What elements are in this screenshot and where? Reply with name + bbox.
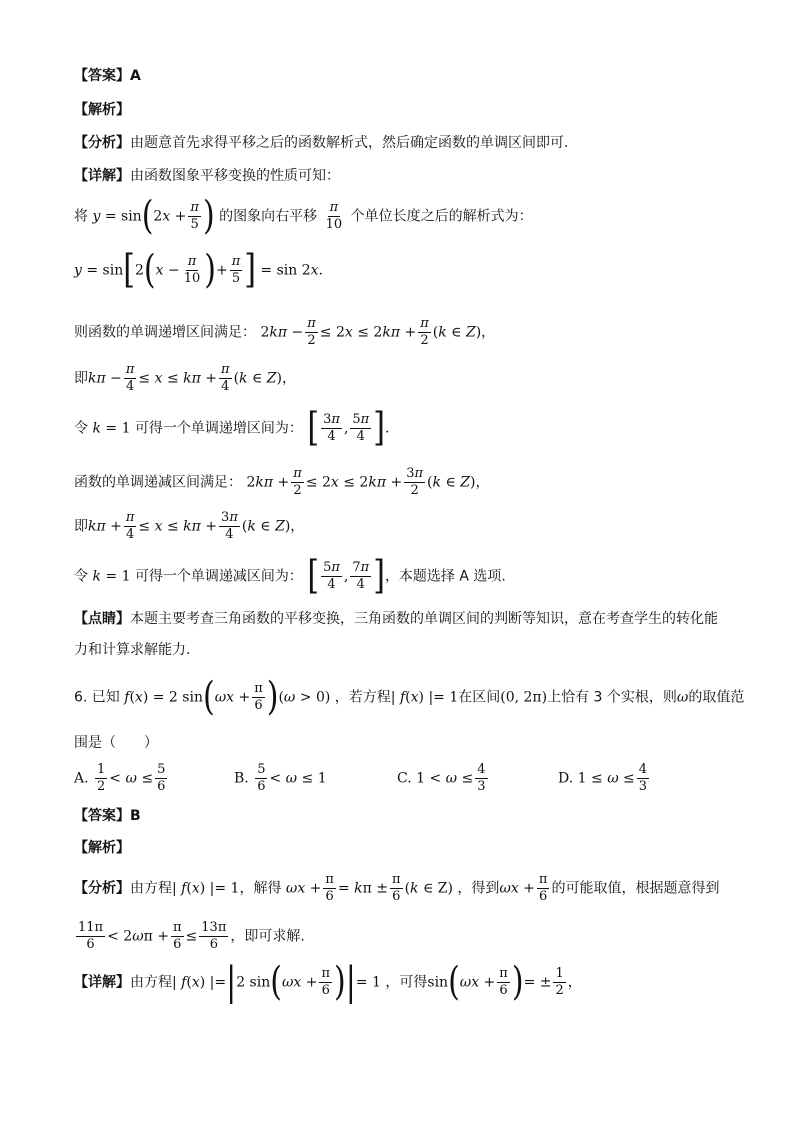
question-6-options (74, 762, 714, 802)
decreasing-condition: 函数的单调递减区间满足： 2kπ + $\frac{\pi}{2}$ ≤ 2x ≤ 2kπ + $\frac{3\pi}{2}$ (k ∈ Z)， (74, 466, 490, 498)
decreasing-interval-k1: 令 k = 1 可得一个单调递减区间为： [ $\frac{5\pi}{4}$ , $\frac{7\pi}{4}$ ]，本题选择 A 选项. (74, 553, 506, 599)
option-c[interactable]: C. 1 < ω ≤ $\frac{4}{3}$ (397, 762, 486, 794)
answer-line-1: 【答案】A (74, 68, 141, 84)
option-a[interactable]: A. $\frac{1}{2}$ < ω ≤ $\frac{5}{6}$ (74, 762, 166, 794)
increasing-interval-general: 即kπ − $\frac{\pi}{4}$ ≤ x ≤ kπ + $\frac{\pi}{4}$ (k ∈ Z)， (74, 362, 296, 394)
option-b[interactable]: B. $\frac{5}{6}$ < ω ≤ 1 (234, 762, 327, 794)
shifted-formula: y = sin[2(x − $\frac{\pi}{10}$ )+ $\frac{\pi}{5}$ ] = sin 2x. (74, 247, 323, 293)
comment-line-2: 力和计算求解能力. (74, 642, 191, 658)
increasing-condition: 则函数的单调递增区间满足： 2kπ − $\frac{\pi}{2}$ ≤ 2x ≤ 2kπ + $\frac{\pi}{2}$ (k ∈ Z)， (74, 316, 496, 348)
question-6-stem: 6. 已知 f(x) = 2 sin(ωx + $\frac{\pi}{6}$ )(ω > 0) ，若方程| f(x) |= 1在区间(0, 2π)上恰有 3 个实根，则ω的取值范 (74, 674, 745, 720)
decreasing-interval-general: 即kπ + $\frac{\pi}{4}$ ≤ x ≤ kπ + $\frac{3\pi}{4}$ (k ∈ Z)， (74, 510, 305, 542)
shift-statement: 将 y = sin(2x + $\frac{\pi}{5}$ ) 的图象向右平移 $\frac{\pi}{10}$ 个单位长度之后的解析式为： (74, 193, 533, 239)
analysis-heading-2: 【解析】 (74, 840, 130, 856)
analysis-line-2-cont: $\frac{11\pi}{6}$ < 2ωπ + $\frac{\pi}{6}$ ≤ $\frac{13\pi}{6}$ ，即可求解. (78, 920, 305, 952)
increasing-interval-k1: 令 k = 1 可得一个单调递增区间为： [ $\frac{3\pi}{4}$ , $\frac{5\pi}{4}$ ]. (74, 405, 390, 451)
option-d[interactable]: D. 1 ≤ ω ≤ $\frac{4}{3}$ (558, 762, 648, 794)
analysis-heading-1: 【解析】 (74, 102, 130, 118)
analysis-line-1: 【分析】由题意首先求得平移之后的函数解析式，然后确定函数的单调区间即可. (74, 135, 569, 151)
question-6-stem-end: 围是（ ） (74, 735, 158, 751)
comment-line-1: 【点睛】本题主要考查三角函数的平移变换，三角函数的单调区间的判断等知识，意在考查学生的转化能 (74, 611, 718, 627)
detail-line-1: 【详解】由函数图象平移变换的性质可知： (74, 168, 340, 184)
answer-line-2: 【答案】B (74, 808, 141, 824)
analysis-line-2: 【分析】由方程| f(x) |= 1，解得 ωx + $\frac{\pi}{6}$ = kπ ± $\frac{\pi}{6}$ (k ∈ Z) ，得到ωx + $\frac{\pi}{6}$ 的可能取值，根据题意得到 (74, 872, 720, 904)
detail-line-2: 【详解】由方程| f(x) |=|2 sin(ωx + $\frac{\pi}{6}$ )|= 1 ，可得sin(ωx + $\frac{\pi}{6}$ )= ± $\frac{1}{2}$ ， (74, 959, 582, 1005)
